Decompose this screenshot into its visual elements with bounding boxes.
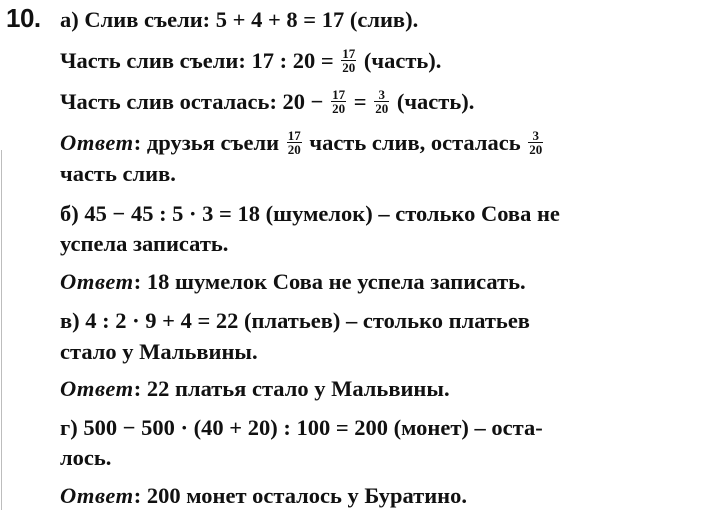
text-segment: : 22 платья стало у Мальвины. <box>133 376 450 401</box>
fraction <box>528 129 543 156</box>
part-a-fraction-eaten-line <box>60 47 441 76</box>
answer-label: Ответ <box>60 269 134 294</box>
part-a-line: а) Слив съели: 5 + 4 + 8 = 17 (слив). <box>60 7 419 32</box>
part-v-line-2: стало у Мальвины. <box>60 339 258 364</box>
part-g-line-2: лось. <box>60 445 112 470</box>
answer-v-line <box>60 375 450 403</box>
part-a-fraction-left-line <box>60 88 474 117</box>
text-segment: : 200 монет осталось у Буратино. <box>133 483 468 508</box>
fraction-denominator: 20 <box>287 142 301 158</box>
text-segment: : 18 шумелок Сова не успела записать. <box>133 269 526 294</box>
text-segment: : друзья съели <box>133 130 285 155</box>
text-segment: = <box>348 89 373 114</box>
part-v-line: в) 4 : 2 · 9 + 4 = 22 (платьев) – столько платьев <box>60 308 530 333</box>
fraction-numerator: 3 <box>532 128 539 144</box>
answer-a-line <box>60 129 545 158</box>
answer-label: Ответ <box>60 130 134 155</box>
text-segment: Часть слив съели: 17 : 20 = <box>60 48 340 73</box>
fraction-numerator: 17 <box>342 46 356 62</box>
answer-label: Ответ <box>60 483 134 508</box>
answer-g-line <box>60 482 467 510</box>
fraction-denominator: 20 <box>332 101 346 117</box>
text-segment: часть слив, осталась <box>303 130 527 155</box>
fraction-denominator: 20 <box>375 101 389 117</box>
part-g-line: г) 500 − 500 · (40 + 20) : 100 = 200 (монет) – оста- <box>60 415 543 440</box>
problem-number: 10. <box>6 3 41 33</box>
text-segment: (часть). <box>391 89 475 114</box>
fraction <box>374 88 389 115</box>
fraction-denominator: 20 <box>342 60 356 76</box>
fraction <box>287 129 302 156</box>
fraction <box>331 88 346 115</box>
fraction <box>341 47 356 74</box>
part-b-line: б) 45 − 45 : 5 · 3 = 18 (шумелок) – столько Сова не <box>60 201 560 226</box>
answer-b-line <box>60 268 526 296</box>
fraction-denominator: 20 <box>529 142 543 158</box>
fraction-numerator: 17 <box>332 87 346 103</box>
answer-label: Ответ <box>60 376 134 401</box>
text-segment: (часть). <box>358 48 442 73</box>
part-b-line-2: успела записать. <box>60 231 229 256</box>
fraction-numerator: 3 <box>378 87 385 103</box>
margin-rule <box>1 150 2 510</box>
fraction-numerator: 17 <box>287 128 301 144</box>
text-segment: Часть слив осталась: 20 − <box>60 89 330 114</box>
answer-a-line-2: часть слив. <box>60 161 176 186</box>
